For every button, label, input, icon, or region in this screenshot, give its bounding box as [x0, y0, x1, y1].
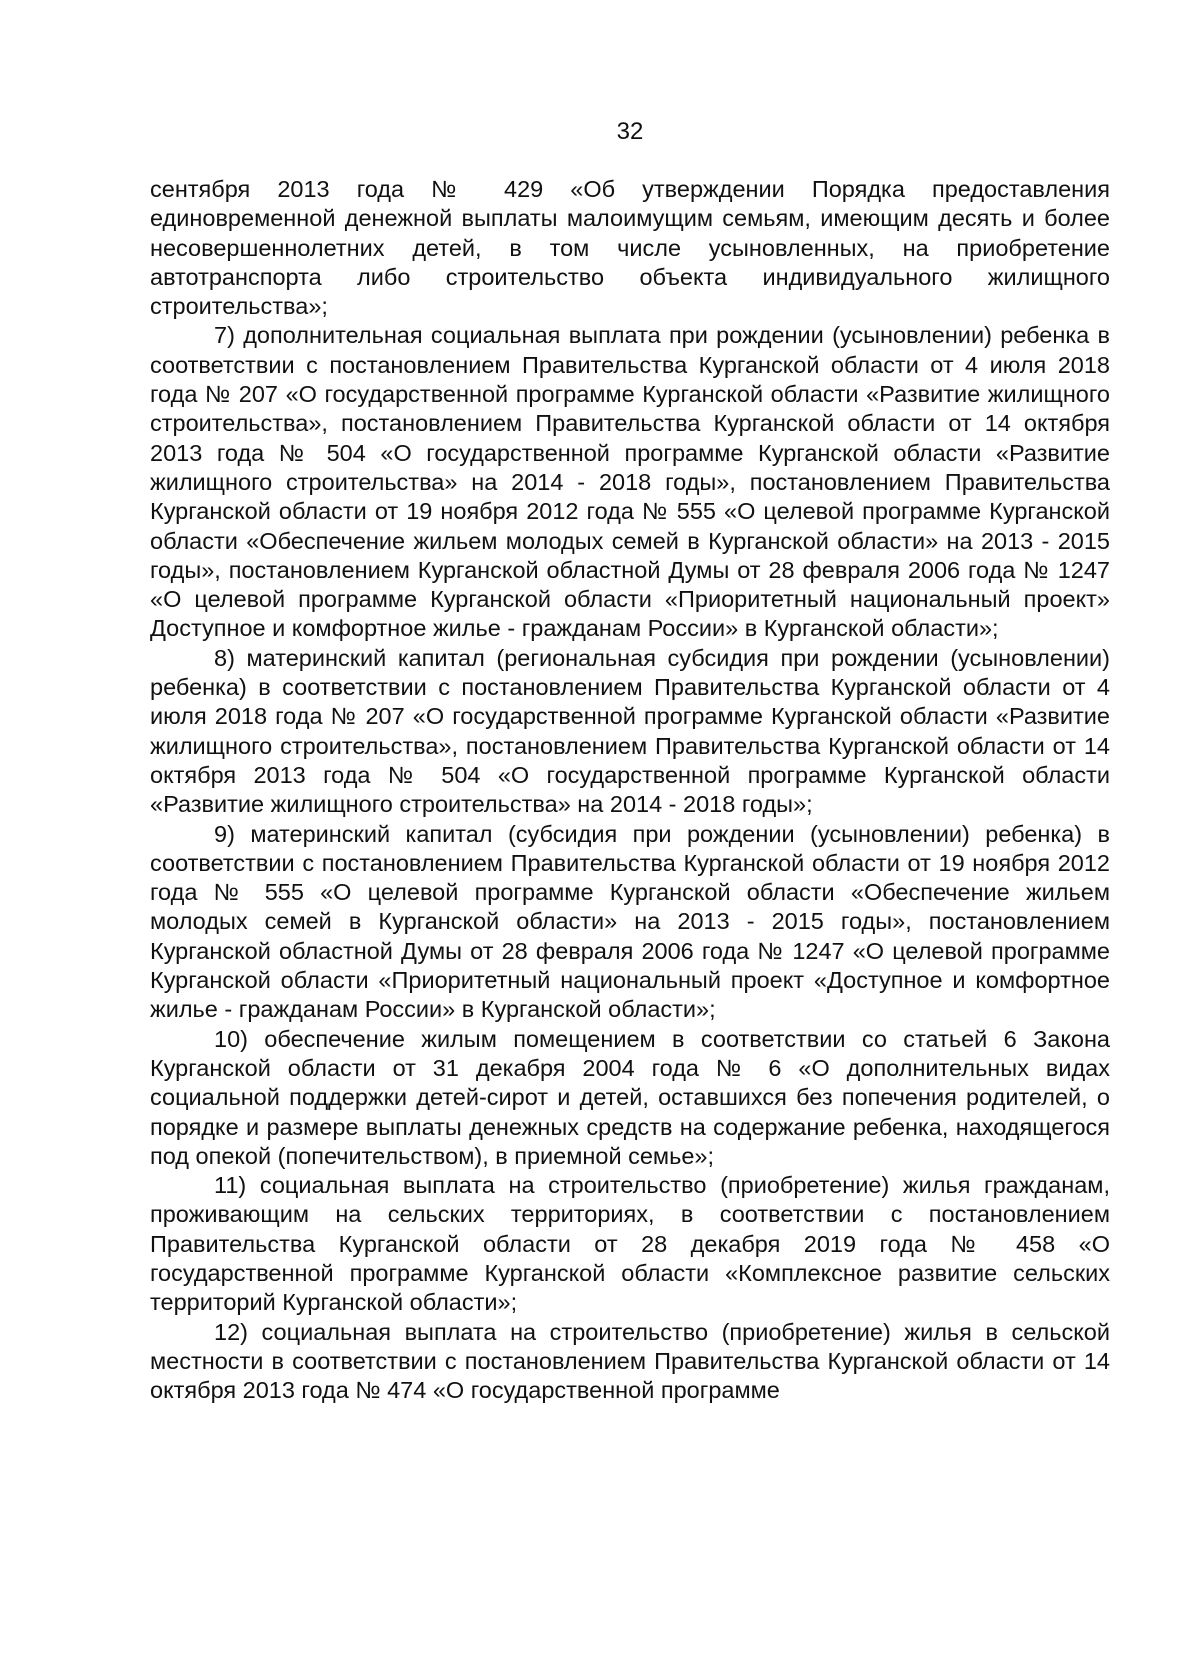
- paragraph-item-11: 11) социальная выплата на строительство (приобретение) жилья гражданам, проживающим на сельских территориях, в соответствии с постановлением Правительства Курганской области от 28 декабря 2019 года № 458 «О государственной программе Курганской области «Комплексное развитие сельских территорий Курганской области»;: [150, 1172, 1110, 1316]
- paragraph-item-7: 7) дополнительная социальная выплата при рождении (усыновлении) ребенка в соответствии с постановлением Правительства Курганской области от 4 июля 2018 года № 207 «О государственной программе Курганской области «Развитие жилищного строительства», постановлением Правительства Курганской области от 14 октября 2013 года № 504 «О государственной программе Курганской области «Развитие жилищного строительства» на 2014 - 2018 годы», постановлением Правительства Курганской области от 19 ноября 2012 года № 555 «О целевой программе Курганской области «Обеспечение жильем молодых семей в Курганской области» на 2013 - 2015 годы», постановлением Курганской областной Думы от 28 февраля 2006 года № 1247 «О целевой программе Курганской области «Приоритетный национальный проект» Доступное и комфортное жилье - гражданам России» в Курганской области»;: [150, 322, 1110, 642]
- document-body: [150, 175, 1110, 1405]
- paragraph-item-9: 9) материнский капитал (субсидия при рождении (усыновлении) ребенка) в соответствии с постановлением Правительства Курганской области от 19 ноября 2012 года № 555 «О целевой программе Курганской области «Обеспечение жильем молодых семей в Курганской области» на 2013 - 2015 годы», постановлением Курганской областной Думы от 28 февраля 2006 года № 1247 «О целевой программе Курганской области «Приоритетный национальный проект «Доступное и комфортное жилье - гражданам России» в Курганской области»;: [150, 820, 1110, 1023]
- page-number: 32: [616, 118, 644, 145]
- paragraph-item-12: 12) социальная выплата на строительство (приобретение) жилья в сельской местности в соответствии с постановлением Правительства Курганской области от 14 октября 2013 года № 474 «О государственной программе: [150, 1318, 1110, 1404]
- paragraph-continuation: сентября 2013 года № 429 «Об утверждении Порядка предоставления единовременной денежной выплаты малоимущим семьям, имеющим десять и более несовершеннолетних детей, в том числе усыновленных, на приобретение автотранспорта либо строительство объекта индивидуального жилищного строительства»;: [150, 176, 1110, 320]
- paragraph-item-8: 8) материнский капитал (региональная субсидия при рождении (усыновлении) ребенка) в соответствии с постановлением Правительства Курганской области от 4 июля 2018 года № 207 «О государственной программе Курганской области «Развитие жилищного строительства», постановлением Правительства Курганской области от 14 октября 2013 года № 504 «О государственной программе Курганской области «Развитие жилищного строительства» на 2014 - 2018 годы»;: [150, 644, 1110, 818]
- paragraph-item-10: 10) обеспечение жилым помещением в соответствии со статьей 6 Закона Курганской области от 31 декабря 2004 года № 6 «О дополнительных видах социальной поддержки детей-сирот и детей, оставшихся без попечения родителей, о порядке и размере выплаты денежных средств на содержание ребенка, находящегося под опекой (попечительством), в приемной семье»;: [150, 1025, 1110, 1169]
